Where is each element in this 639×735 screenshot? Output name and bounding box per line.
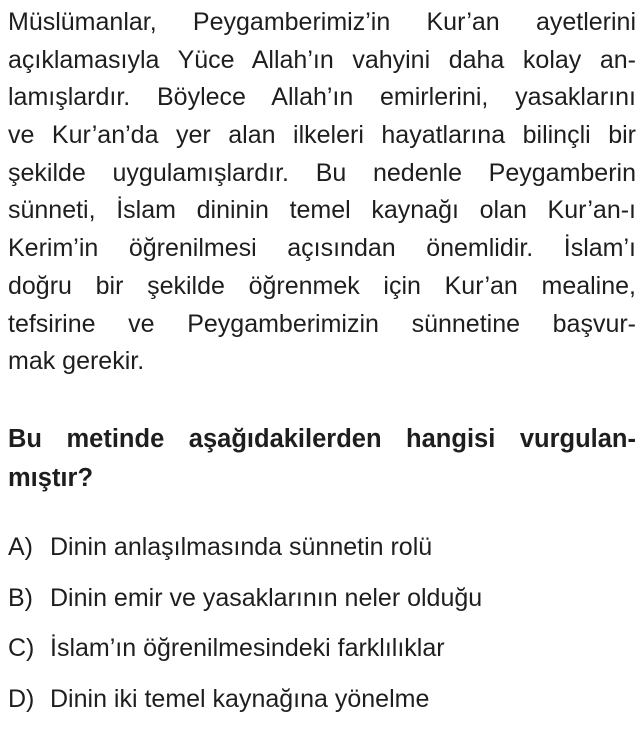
option-text: Dinin anlaşılmasında sünnetin rolü (50, 533, 432, 562)
option-text: İslam’ın öğrenilmesindeki farklılıklar (50, 634, 445, 663)
option-letter: B) (8, 584, 50, 613)
option-letter: D) (8, 685, 50, 714)
option-a[interactable] (8, 533, 482, 584)
question-stem (8, 420, 636, 498)
option-c[interactable] (8, 634, 482, 685)
option-b[interactable] (8, 584, 482, 635)
option-letter: C) (8, 634, 50, 663)
passage-line: şekilde uygulamışlardır. Bu nedenle Peygamberin (8, 155, 636, 193)
option-d[interactable] (8, 685, 482, 735)
passage-line: Müslümanlar, Peygamberimiz’in Kur’an ayetlerini (8, 4, 636, 42)
passage-line: lamışlardır. Böylece Allah’ın emirlerini, yasaklarını (8, 79, 636, 117)
question-line: mıştır? (8, 459, 636, 498)
answer-options (8, 533, 482, 735)
option-letter: A) (8, 533, 50, 562)
passage-line: doğru bir şekilde öğrenmek için Kur’an mealine, (8, 268, 636, 306)
option-text: Dinin iki temel kaynağına yönelme (50, 685, 429, 714)
passage-line: ve Kur’an’da yer alan ilkeleri hayatlarına bilinçli bir (8, 117, 636, 155)
passage-line: mak gerekir. (8, 343, 636, 381)
passage-text (8, 4, 636, 381)
passage-line: Kerim’in öğrenilmesi açısından önemlidir. İslam’ı (8, 230, 636, 268)
option-text: Dinin emir ve yasaklarının neler olduğu (50, 584, 482, 613)
passage-line: açıklamasıyla Yüce Allah’ın vahyini daha kolay an- (8, 42, 636, 80)
passage-line: tefsirine ve Peygamberimizin sünnetine başvur- (8, 306, 636, 344)
passage-line: sünneti, İslam dininin temel kaynağı olan Kur’an-ı (8, 192, 636, 230)
question-line: Bu metinde aşağıdakilerden hangisi vurgulan- (8, 420, 636, 459)
